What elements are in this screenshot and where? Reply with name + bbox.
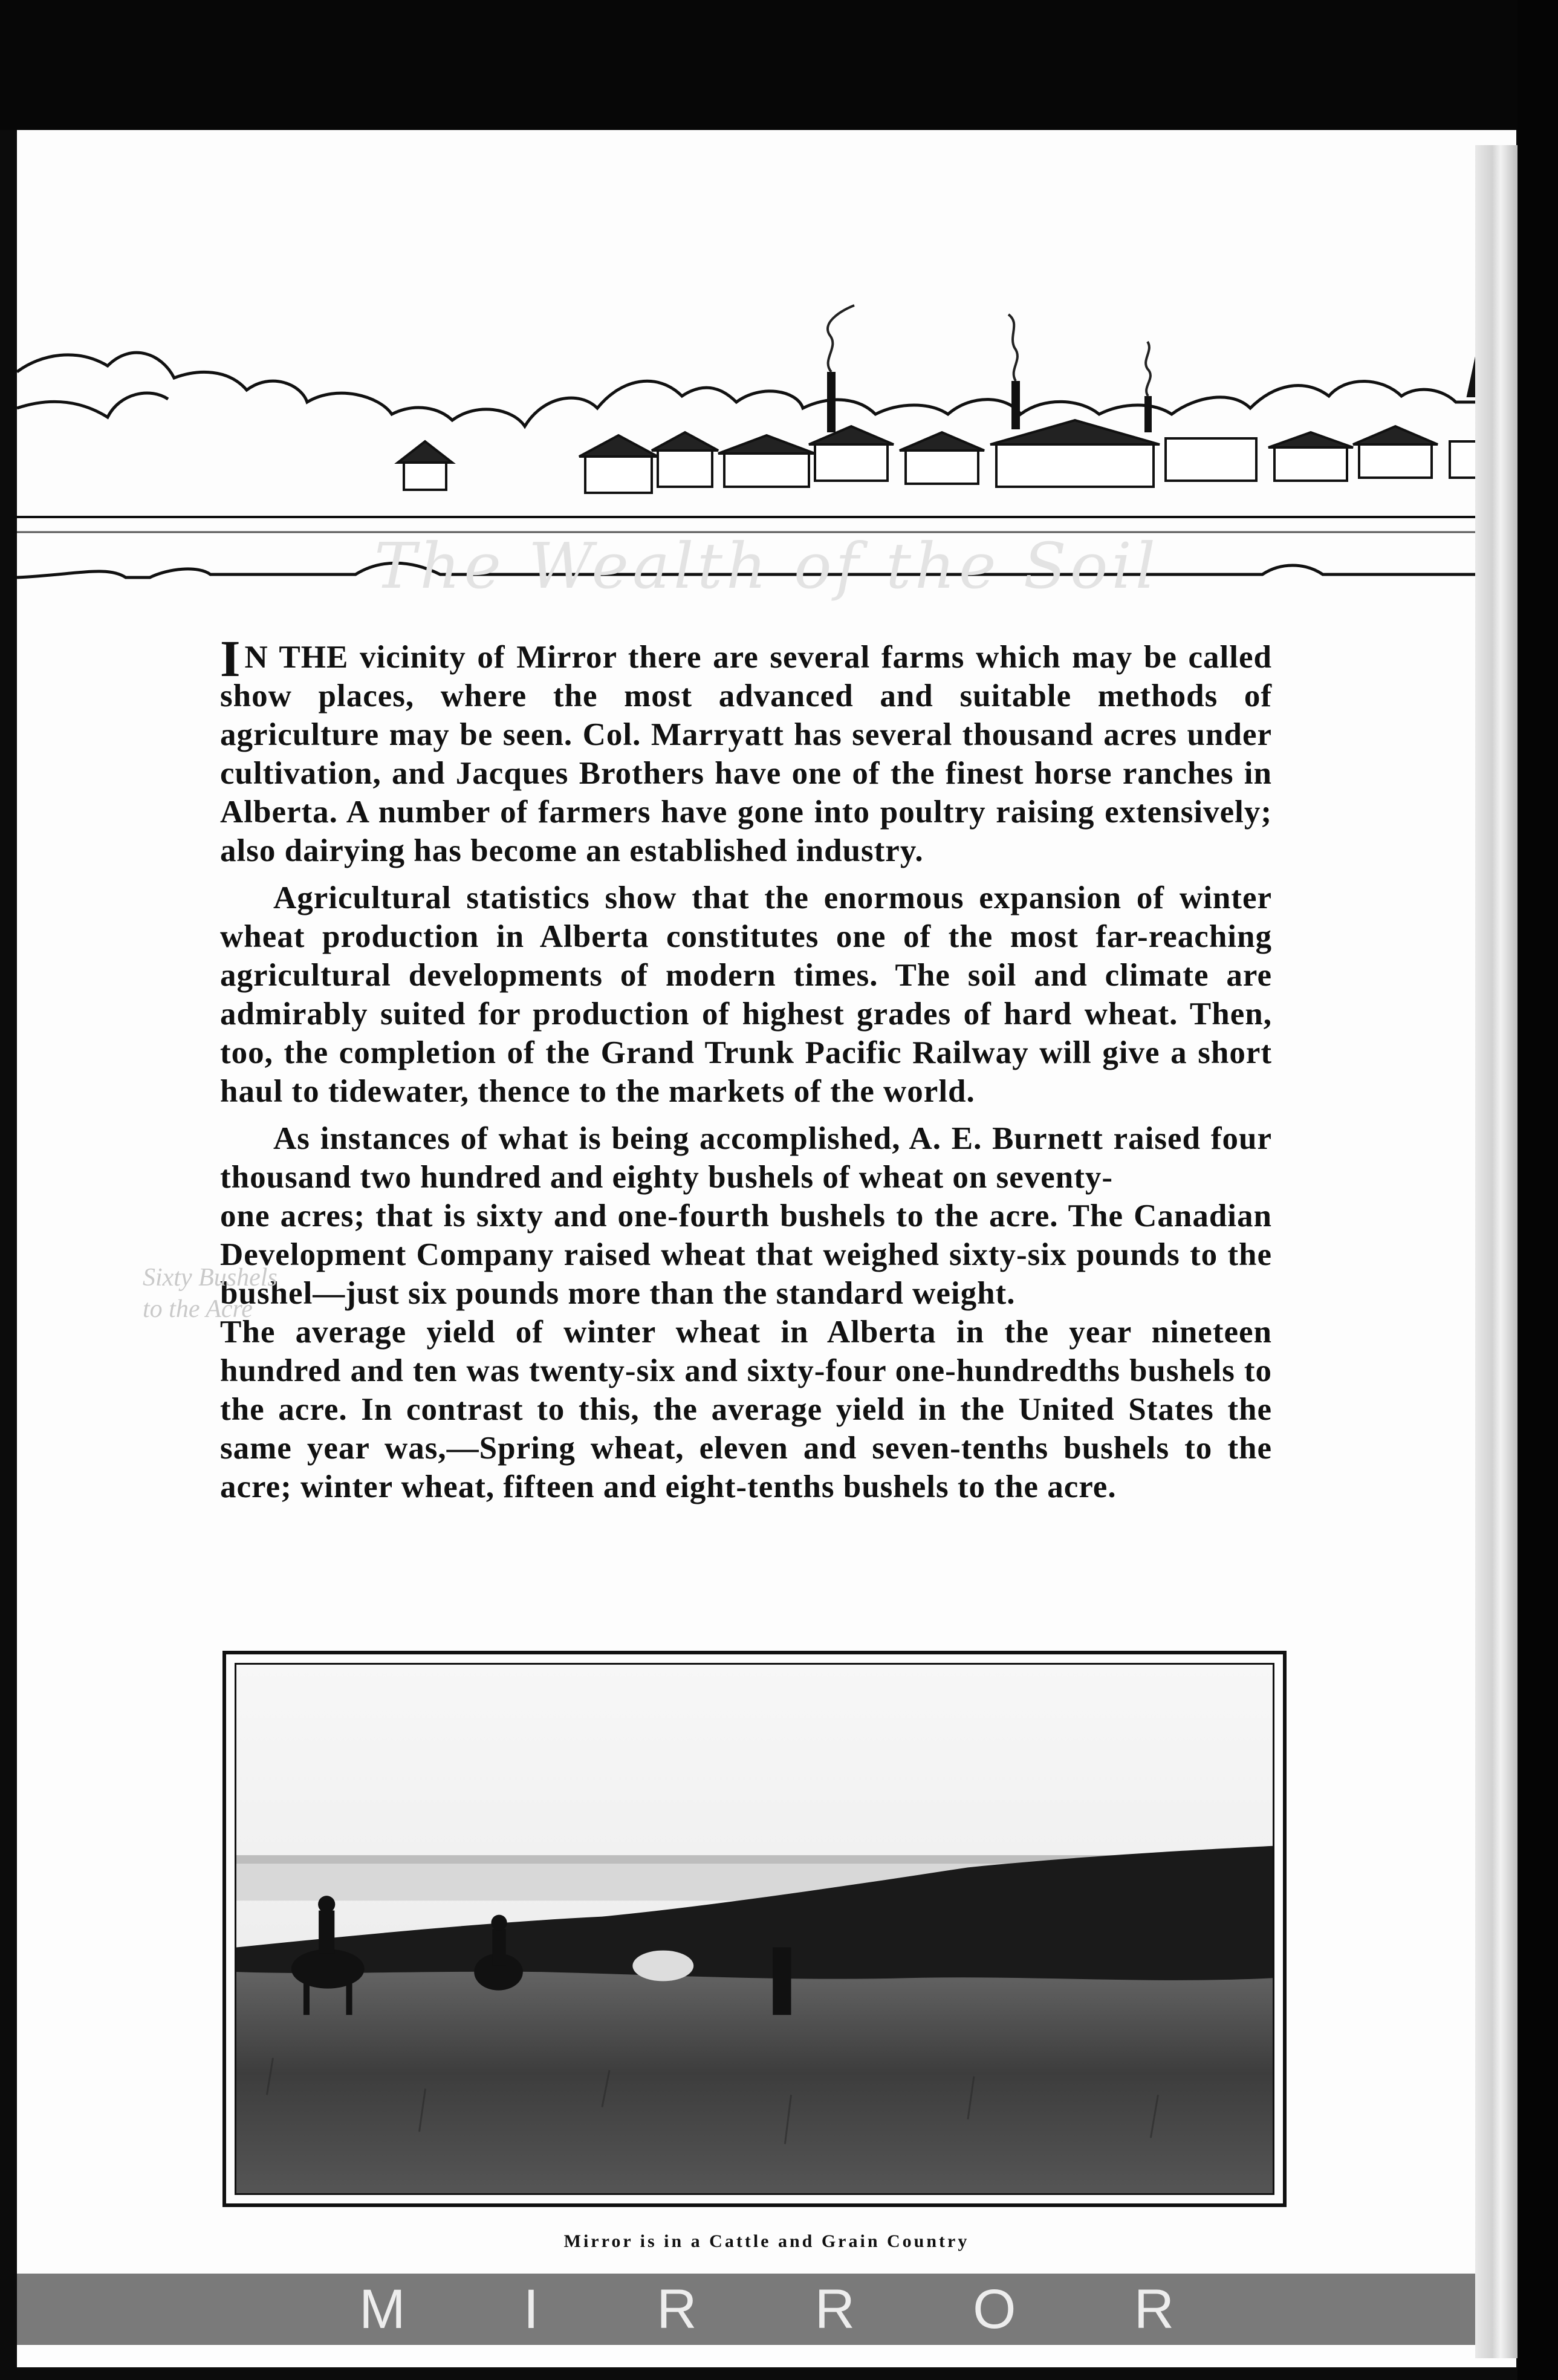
- brochure-page: [17, 130, 1516, 2367]
- page-title: The Wealth of the Soil: [374, 529, 1159, 603]
- scan-right-border: [1517, 0, 1558, 2380]
- paragraph-1-text: N THE vicinity of Mirror there are several farms which may be called show places, where the most advanced and suitable methods of agriculture may be seen. Col. Marryatt has several thousand acres under cultivation, and Jacques Brothers have one of the finest horse ranches in Alberta. A number of farmers have gone into poultry raising extensively; also dairying has become an established industry.: [220, 640, 1272, 868]
- cattle-photo-image: [236, 1665, 1273, 2193]
- margin-note: Sixty Bushels to the Acre: [143, 1264, 278, 1323]
- footer-wordmark: MIRROR: [359, 2278, 1293, 2340]
- paragraph-2: Agricultural statistics show that the enormous expansion of winter wheat production in Alberta constitutes one of the most far-reaching agricultural developments of modern times. The soil and climate are admirably suited for production of highest grades of hard wheat. Then, too, the completion of the Grand Trunk Pacific Railway will give a short haul to tidewater, thence to the markets of the world.: [220, 880, 1272, 1109]
- paragraph-3-end: The average yield of winter wheat in Alberta in the year nineteen hundred and ten was twenty-six and sixty-four one-hundredths bushels to the acre. In contrast to this, the average yield in the United States the same year was,—Spring wheat, eleven and seven-tenths bushels to the acre; winter wheat, fifteen and eight-tenths bushels to the acre.: [220, 1315, 1272, 1504]
- article-body: [220, 629, 1272, 1515]
- footer-banner: [17, 2274, 1516, 2345]
- paragraph-3-start: As instances of what is being accomplished, A. E. Burnett raised four thousand two hundred and eighty bushels of wheat on seventy-: [220, 1121, 1272, 1195]
- paragraph-1: [220, 629, 1272, 870]
- scan-top-border: [0, 0, 1558, 130]
- photo-caption: Mirror is in a Cattle and Grain Country: [563, 2231, 970, 2251]
- drop-cap: I: [220, 629, 241, 688]
- page-edge-shadow: [1475, 145, 1517, 2358]
- cattle-photo-frame: [222, 1651, 1287, 2207]
- paragraph-3-wrapped: one acres; that is sixty and one-fourth bushels to the acre. The Canadian Development Company raised wheat that weighed sixty-six pounds to the bushel—just six pounds more than the standard weight.: [220, 1198, 1272, 1311]
- cattle-herd-photo: [235, 1663, 1274, 2195]
